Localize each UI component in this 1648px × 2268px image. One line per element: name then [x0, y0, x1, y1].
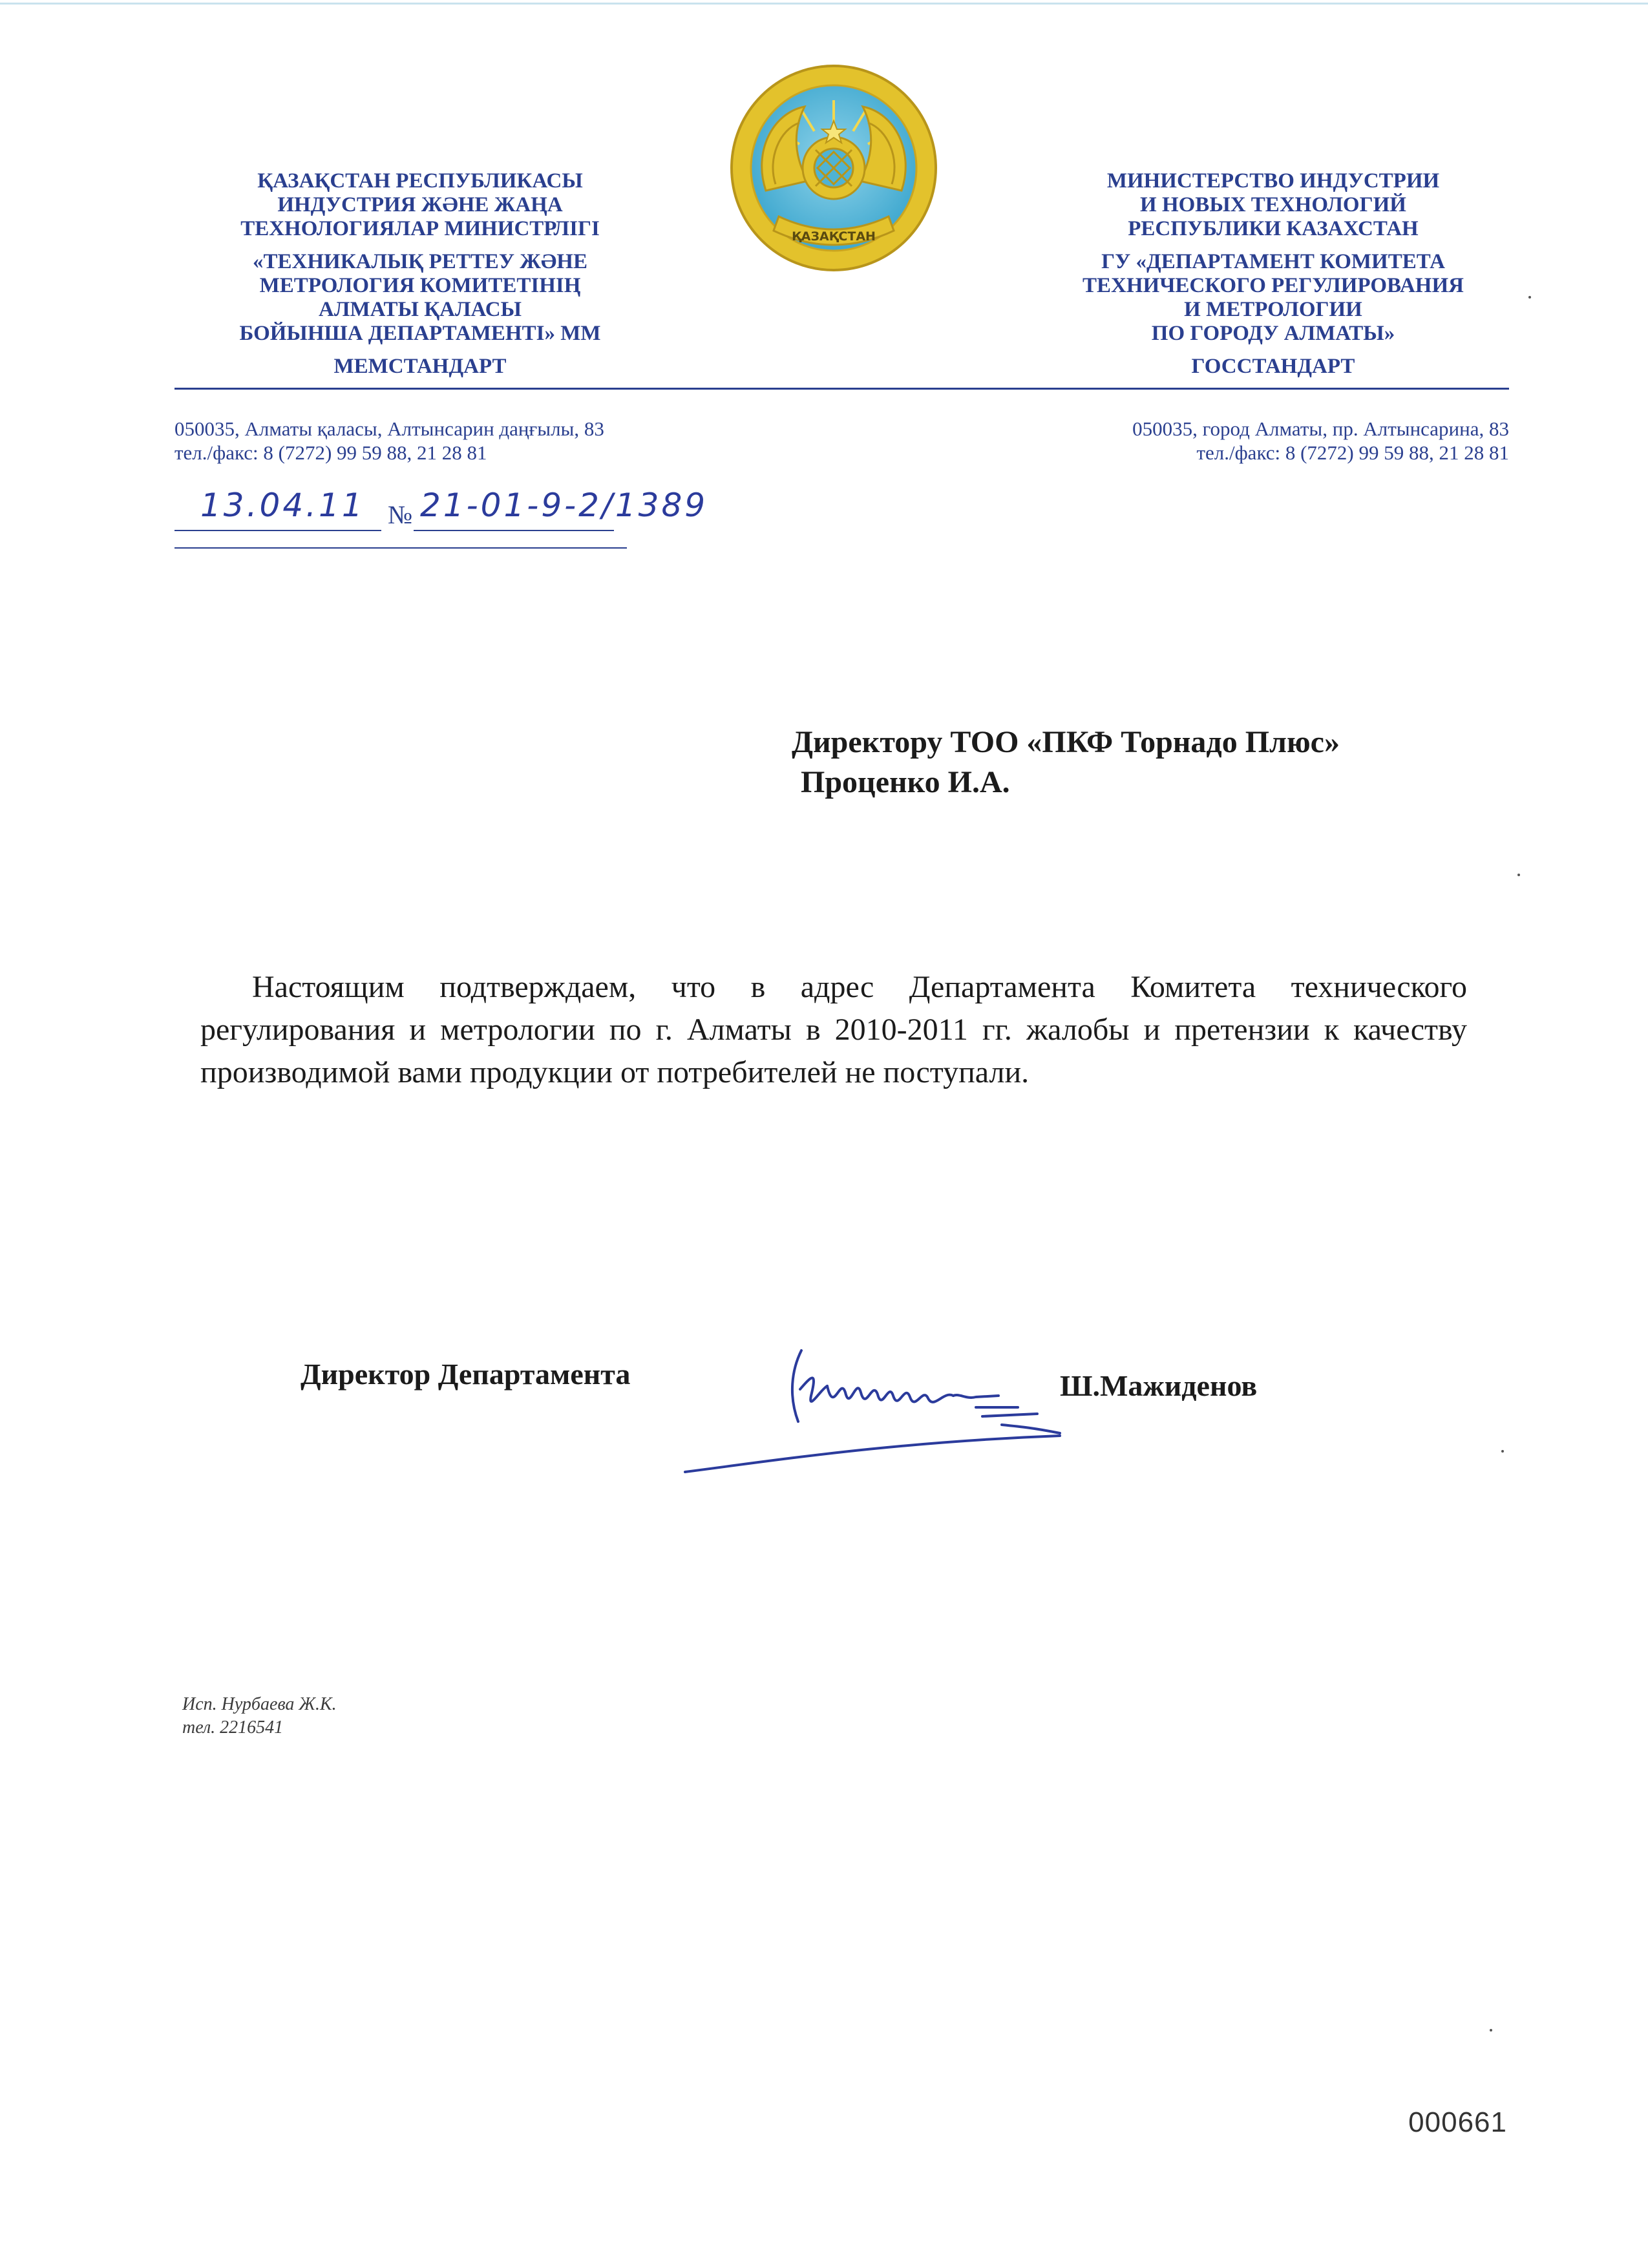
header-left-line: ИНДУСТРИЯ ЖӘНЕ ЖАҢА [277, 193, 563, 216]
executor [182, 1693, 337, 1739]
registration-number-sign: № [388, 500, 413, 529]
header-left [187, 169, 653, 379]
addressee [792, 722, 1340, 803]
addressee-line-2: Проценко И.А. [801, 765, 1010, 799]
registration-date: 13.04.11 [200, 487, 365, 524]
registration-bottom-line [174, 547, 627, 549]
registration [174, 481, 708, 552]
signatory-title: Директор Департамента [301, 1358, 631, 1391]
scan-speck [1517, 874, 1520, 876]
emblem-label: ҚАЗАҚСТАН [792, 229, 876, 244]
state-emblem [727, 61, 940, 275]
header-right-line: МИНИСТЕРСТВО ИНДУСТРИИ [1106, 169, 1440, 193]
header-divider [174, 388, 1509, 390]
executor-name: Исп. Нурбаева Ж.К. [182, 1694, 337, 1714]
letter-body [200, 966, 1467, 1094]
address-left [174, 417, 604, 465]
registration-number-underline [414, 530, 614, 531]
header-left-org-line: МЕТРОЛОГИЯ КОМИТЕТІНІҢ [259, 274, 581, 297]
header-left-org-line: АЛМАТЫ ҚАЛАСЫ [319, 298, 522, 321]
addressee-line-1: Директору ТОО «ПКФ Торнадо Плюс» [792, 725, 1340, 759]
registration-date-underline [174, 530, 381, 531]
scan-edge [0, 3, 1648, 5]
header-right-line: И НОВЫХ ТЕХНОЛОГИЙ [1140, 193, 1406, 216]
header-left-org-line: «ТЕХНИКАЛЫҚ РЕТТЕУ ЖӘНЕ [253, 250, 587, 273]
address-right-phone: тел./факс: 8 (7272) 99 59 88, 21 28 81 [1196, 441, 1509, 464]
header-right-org-line: ГУ «ДЕПАРТАМЕНТ КОМИТЕТА [1101, 250, 1445, 273]
header-left-line: ТЕХНОЛОГИЯЛАР МИНИСТРЛІГІ [240, 217, 600, 240]
emblem-icon [727, 61, 940, 275]
scan-speck [1501, 1450, 1504, 1453]
address-right [1132, 417, 1509, 465]
executor-phone: тел. 2216541 [182, 1717, 284, 1738]
address-right-street: 050035, город Алматы, пр. Алтынсарина, 83 [1132, 417, 1509, 440]
header-right-org-line: ТЕХНИЧЕСКОГО РЕГУЛИРОВАНИЯ [1083, 274, 1464, 297]
handwritten-signature-icon [672, 1331, 1086, 1486]
header-right [1041, 169, 1506, 379]
scan-speck [1490, 2029, 1492, 2032]
address-left-phone: тел./факс: 8 (7272) 99 59 88, 21 28 81 [174, 441, 487, 464]
header-left-line: ҚАЗАҚСТАН РЕСПУБЛИКАСЫ [257, 169, 583, 193]
letter-body-text: Настоящим подтверждаем, что в адрес Департамента Комитета технического регулирования и метрологии по г. Алматы в 2010-2011 гг. жалобы и претензии к качеству производимой вами продукции от потребителей не поступали. [200, 970, 1467, 1089]
header-right-short: ГОССТАНДАРТ [1191, 355, 1355, 378]
header-right-org-line: ПО ГОРОДУ АЛМАТЫ» [1151, 322, 1395, 345]
address-left-street: 050035, Алматы қаласы, Алтынсарин даңғылы, 83 [174, 417, 604, 440]
document-number: 000661 [1408, 2106, 1507, 2138]
signature-image [672, 1331, 1086, 1486]
header-right-line: РЕСПУБЛИКИ КАЗАХСТАН [1128, 217, 1419, 240]
scan-speck [1528, 296, 1531, 299]
header-left-org-line: БОЙЫНША ДЕПАРТАМЕНТІ» ММ [239, 322, 601, 345]
registration-number: 21-01-9-2/1389 [420, 487, 708, 524]
header-right-org-line: И МЕТРОЛОГИИ [1184, 298, 1362, 321]
header-left-short: МЕМСТАНДАРТ [333, 355, 507, 378]
signatory-name: Ш.Мажиденов [1060, 1369, 1258, 1402]
